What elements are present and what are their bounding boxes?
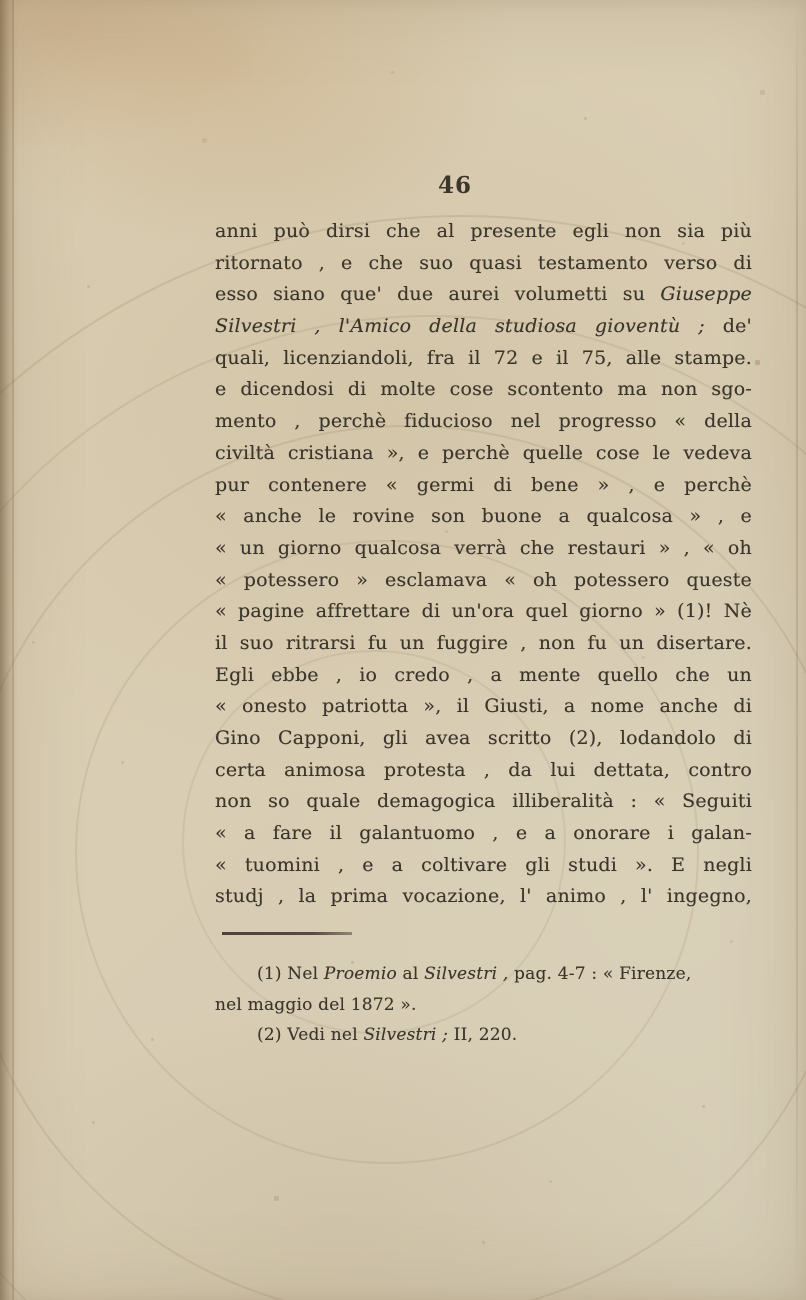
- text-line: ritornato , e che suo quasi testamento verso di: [215, 251, 752, 274]
- page-edge-crease: [796, 0, 798, 1300]
- text-line: mento , perchè fiducioso nel progresso « della: [215, 410, 752, 433]
- text-line: certa animosa protesta , da lui dettata, contro: [215, 758, 752, 781]
- text-line: Silvestri , l'Amico della studiosa gioventù ; de': [215, 315, 752, 338]
- text-line: il suo ritrarsi fu un fuggire , non fu un disertare.: [215, 631, 752, 654]
- text-line: « a fare il galantuomo , e a onorare i galan-: [215, 822, 752, 845]
- text-line: (2) Vedi nel Silvestri ; II, 220.: [257, 1025, 518, 1045]
- text-line: Gino Capponi, gli avea scritto (2), lodandolo di: [215, 727, 752, 749]
- text-line: anni può dirsi che al presente egli non sia più: [215, 220, 752, 242]
- text-line: « un giorno qualcosa verrà che restauri » , « oh: [215, 536, 752, 559]
- text-line: (1) Nel Proemio al Silvestri , pag. 4-7 : « Firenze,: [257, 964, 692, 984]
- text-line: « tuomini , e a coltivare gli studi ». E negli: [215, 853, 752, 876]
- footnotes: [215, 959, 752, 1051]
- text-line: esso siano que' due aurei volumetti su Giuseppe: [215, 283, 752, 306]
- text-line: quali, licenziandoli, fra il 72 e il 75, alle stampe.: [215, 346, 752, 369]
- text-line: Egli ebbe , io credo , a mente quello che un: [215, 663, 752, 686]
- binding-gutter-line: [12, 0, 14, 1300]
- page-number: 46: [437, 172, 472, 199]
- binding-gutter-shadow: [0, 0, 18, 1300]
- text-line: nel maggio del 1872 ».: [215, 994, 417, 1015]
- text-line: pur contenere « germi di bene » , e perchè: [215, 473, 752, 496]
- text-line: « onesto patriotta », il Giusti, a nome anche di: [215, 695, 752, 718]
- text-line: non so quale demagogica illiberalità : « Seguiti: [215, 790, 752, 813]
- text-line: civiltà cristiana », e perchè quelle cose le vedeva: [215, 441, 752, 464]
- text-line: « pagine affrettare di un'ora quel giorno » (1)! Nè: [215, 600, 752, 623]
- footnote-separator: [222, 932, 352, 935]
- text-line: « anche le rovine son buone a qualcosa » , e: [215, 505, 752, 528]
- body-text: [215, 216, 752, 913]
- text-line: studj , la prima vocazione, l' animo , l' ingegno,: [215, 885, 752, 908]
- text-line: e dicendosi di molte cose scontento ma non sgo-: [215, 378, 752, 401]
- text-line: « potessero » esclamava « oh potessero queste: [215, 568, 752, 591]
